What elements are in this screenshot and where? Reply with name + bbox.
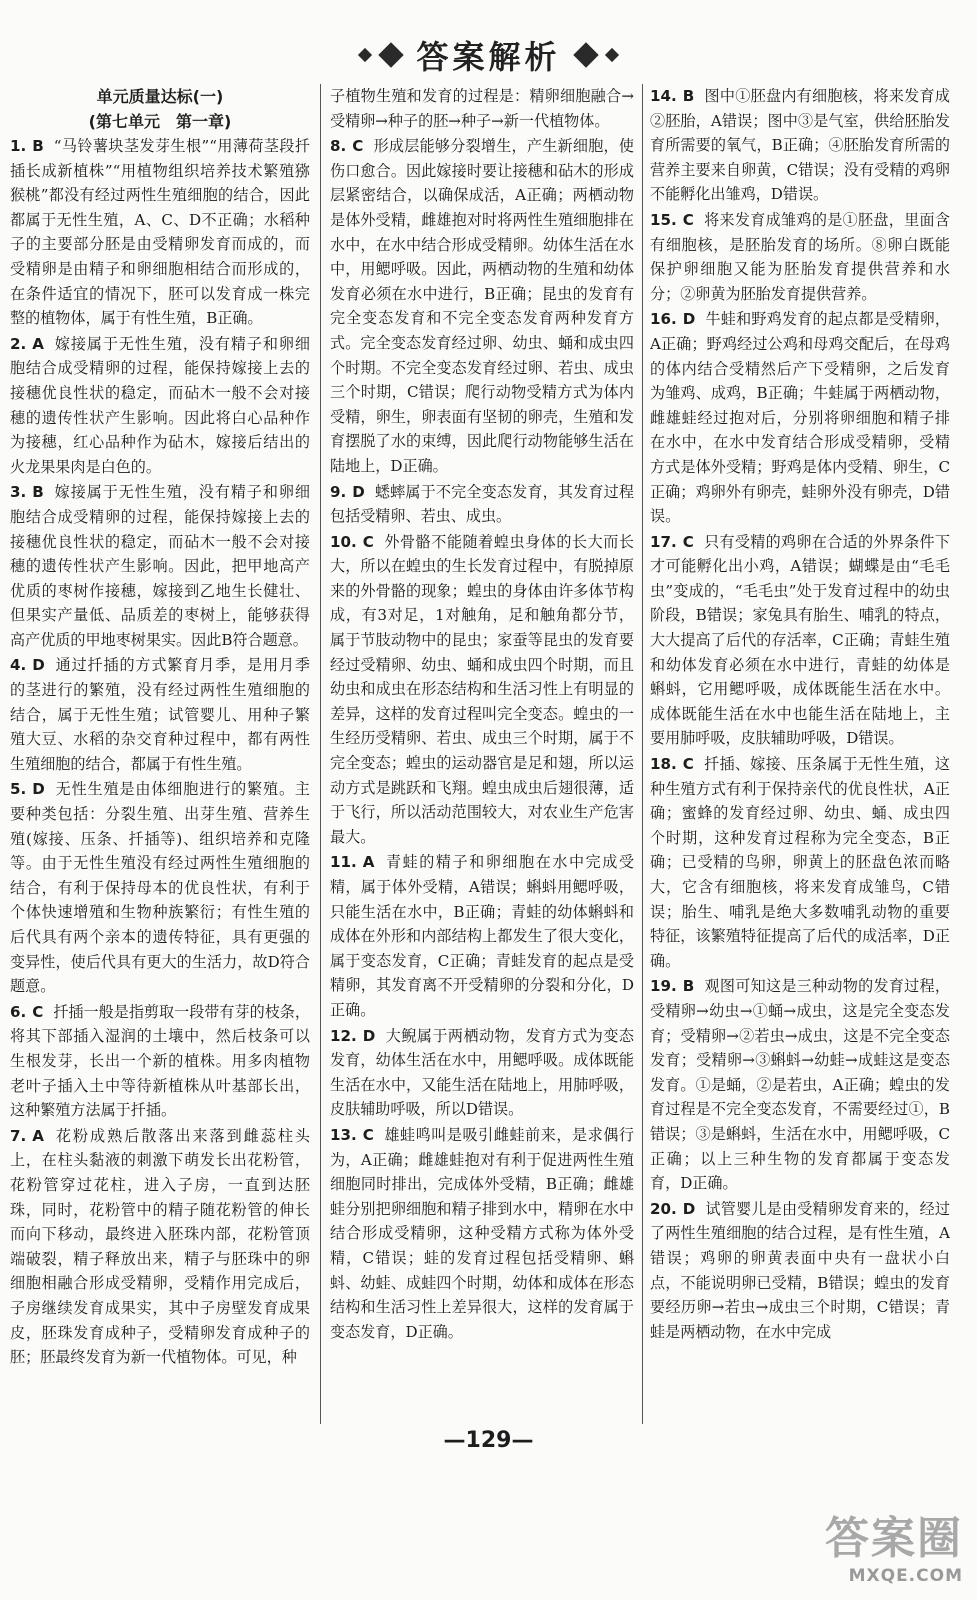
question-number: 2.: [10, 334, 27, 353]
explanation-text: 花粉成熟后散落出来落到雌蕊柱头上，在柱头黏液的刺激下萌发长出花粉管，花粉管穿过花柱，进入子房，一直到达胚珠，同时，花粉管中的精子随花粉管的伸长而向下移动，最终进入胚珠内部，花粉管顶端破裂，精子释放出来，精子与胚珠中的卵细胞相融合形成受精卵，受精作用完成后，子房继续发育成果实，其中子房壁发育成果皮，胚珠发育成种子，受精卵发育成种子的胚；胚最终发育为新一代植物体。可见，种: [10, 1126, 310, 1367]
diamond-ornament-icon: [604, 48, 618, 62]
question-number: 10.: [330, 532, 357, 551]
watermark-title: 答案圈: [825, 1513, 963, 1564]
answer-letter: C: [352, 137, 364, 156]
explanation-text: 无性生殖是由体细胞进行的繁殖。主要种类包括：分裂生殖、出芽生殖、营养生殖(嫁接、压条、扦插等)、组织培养和克隆等。由于无性生殖没有经过两性生殖细胞的结合，有利于保持母本的优良性状，有利于个体快速增殖和生物种族繁衍；有性生殖的后代具有两个亲本的遗传特征，具有更强的变异性，使后代具有更大的生活力，故D符合题意。: [10, 780, 310, 996]
answer-letter: C: [32, 1002, 44, 1021]
page-number: —129—: [443, 1428, 534, 1453]
answer-letter: C: [362, 532, 374, 551]
question-number: 1.: [10, 137, 27, 155]
answer-letter: C: [682, 755, 694, 774]
answer-letter: C: [682, 210, 694, 229]
explanation-text: 嫁接属于无性生殖，没有精子和卵细胞结合成受精卵的过程，能保持嫁接上去的接穗优良性状的稳定，而砧木一般不会对接穗的遗传性状产生影响。因此将白心品种作为接穗，红心品种作为砧木，嫁接后结出的火龙果果肉是白色的。: [10, 334, 310, 476]
explanation-text: 扦插、嫁接、压条属于无性生殖，这种生殖方式有利于保持亲代的优良性状，A正确；蜜蜂的发育经过卵、幼虫、蛹、成虫四个时期，这种发育过程称为完全变态，B正确；已受精的鸟卵，卵黄上的胚盘色浓而略大，它含有细胞核，将来发育成雏鸟，C错误；胎生、哺乳是绝大多数哺乳动物的重要特征，该繁殖特征提高了后代的成活率，D正确。: [650, 755, 950, 970]
explanation-text: 大鲵属于两栖动物，发育方式为变态发育，幼体生活在水中，用鳃呼吸。成体既能生活在水中，又能生活在陆地上，用肺呼吸，皮肤辅助呼吸，所以D错误。: [330, 1026, 634, 1119]
unit-heading: (第七单元 第一章): [88, 112, 232, 131]
question-number: 7.: [10, 1126, 27, 1145]
explanation-text: 雄蛙鸣叫是吸引雌蛙前来，是求偶行为，A正确；雌雄蛙抱对有利于促进两性生殖细胞同时排出，完成体外受精，B正确；雌雄蛙分别把卵细胞和精子排到水中，精卵在水中结合形成受精卵，这种受精方式称为体外受精，C错误；蛙的发育过程包括受精卵、蝌蚪、幼蛙、成蛙四个时期，幼体和成体在形态结构和生活习性上差异很大，这样的发育属于变态发育，D正确。: [330, 1125, 634, 1341]
answer-letter: B: [682, 87, 695, 105]
answer-letter: A: [32, 1126, 44, 1145]
answer-item: [330, 1024, 634, 1122]
answer-item: [330, 84, 634, 133]
diamond-ornament-icon: [358, 48, 372, 62]
explanation-text: 将来发育成雏鸡的是①胚盘，里面含有细胞核，是胚胎发育的场所。⑧卵白既能保护卵细胞又能为胚胎发育提供营养和水分；②卵黄为胚胎发育提供营养。: [650, 210, 950, 303]
question-number: 4.: [10, 656, 27, 675]
answer-letter: B: [32, 137, 44, 155]
answer-letter: D: [32, 656, 45, 675]
answer-item: [10, 1124, 310, 1370]
answer-item: [10, 653, 310, 776]
explanation-text: 青蛙的精子和卵细胞在水中完成受精，属于体外受精，A错误；蝌蚪用鳃呼吸，只能生活在水中，B正确；青蛙的幼体蝌蚪和成体在外形和内部结构上都发生了很大变化，属于变态发育，C正确；青蛙发育的起点是受精卵，其发育离不开受精卵的分裂和分化，D正确。: [330, 853, 634, 1019]
answer-letter: B: [32, 483, 44, 502]
question-number: 5.: [10, 780, 27, 799]
answer-letter: D: [362, 1026, 376, 1045]
answer-item: [650, 84, 950, 207]
explanation-text: 子植物生殖和发育的过程是：精卵细胞融合→受精卵→种子的胚→种子→新一代植物体。: [330, 87, 634, 130]
explanation-text: 观图可知这是三种动物的发育过程，受精卵→幼虫→①蛹→成虫，这是完全变态发育；受精卵→②若虫→成虫，这是不完全变态发育；受精卵→③蝌蚪→幼蛙→成蛙这是变态发育。①是蛹，②是若虫，A正确；蝗虫的发育过程是不完全变态发育，不需要经过①，B错误；③是蝌蚪，生活在水中，用鳃呼吸，C正确；以上三种生物的发育都属于变态发育，D正确。: [650, 977, 950, 1193]
answer-column-1: [10, 84, 310, 1424]
explanation-text: 图中①胚盘内有细胞核，将来发育成②胚胎，A错误；图中③是气室，供给胚胎发育所需要的氧气，B正确；④胚胎发育所需的营养主要来自卵黄，C错误；没有受精的鸡卵不能孵化出雏鸡，D错误。: [650, 87, 950, 204]
question-number: 17.: [650, 532, 677, 551]
watermark-logo: [825, 1502, 963, 1586]
page-header: [0, 30, 977, 80]
answer-letter: B: [682, 977, 695, 996]
explanation-text: 只有受精的鸡卵在合适的外界条件下才可能孵化出小鸡，A错误；蝴蝶是由“毛毛虫”变成的，“毛毛虫”处于发育过程中的幼虫阶段，B错误；家兔具有胎生、哺乳的特点，大大提高了后代的存活率，C正确；青蛙生殖和幼体发育必须在水中进行，青蛙的幼体是蝌蚪，它用鳃呼吸，成体既能生活在水中。成体既能生活在水中也能生活在陆地上，主要用肺呼吸，皮肤辅助呼吸，D错误。: [650, 532, 950, 748]
diamond-ornament-icon: [379, 42, 404, 67]
explanation-text: 牛蛙和野鸡发育的起点都是受精卵，A正确；野鸡经过公鸡和母鸡交配后，在母鸡的体内结合受精然后产下受精卵，之后发育为雏鸡、成鸡，B正确；牛蛙属于两栖动物，雌雄蛙经过抱对后，分别将卵细胞和精子排在水中，在水中发育结合形成受精卵，受精方式是体外受精；野鸡是体内受精、卵生，C正确；鸡卵外有卵壳，蛙卵外没有卵壳，D错误。: [650, 310, 950, 526]
explanation-text: 嫁接属于无性生殖，没有精子和卵细胞结合成受精卵的过程，能保持嫁接上去的接穗优良性状的稳定，而砧木一般不会对接穗的遗传性状产生影响。因此，把甲地高产优质的枣树作接穗，嫁接到乙地生长健壮、但果实产量低、品质差的枣树上，能够获得高产优质的甲地枣树果实。因此B符合题意。: [10, 483, 310, 649]
unit-heading: 单元质量达标(一): [96, 87, 224, 106]
question-number: 14.: [650, 87, 677, 105]
question-number: 12.: [330, 1026, 357, 1045]
diamond-ornament-icon: [573, 42, 598, 67]
answer-item: [330, 480, 634, 529]
answer-item: [650, 307, 950, 528]
question-number: 8.: [330, 137, 347, 156]
answer-item: [10, 1000, 310, 1123]
answer-item: [330, 530, 634, 850]
question-number: 11.: [330, 853, 357, 872]
answer-letter: D: [32, 780, 45, 799]
question-number: 19.: [650, 977, 677, 996]
answer-column-2: [330, 84, 634, 1424]
column-divider: [642, 84, 643, 1424]
answer-item: [650, 1197, 950, 1345]
explanation-text: 试管婴儿是由受精卵发育来的，经过了两性生殖细胞的结合过程，是有性生殖，A错误；鸡卵的卵黄表面中央有一盘状小白点，不能说明卵已受精，B错误；蝗虫的发育要经历卵→若虫→成虫三个时期，C错误；青蛙是两栖动物，在水中完成: [650, 1199, 950, 1341]
question-number: 16.: [650, 310, 677, 329]
answer-item: [330, 850, 634, 1022]
answer-item: [10, 134, 310, 331]
question-number: 18.: [650, 755, 677, 774]
answer-item: [10, 332, 310, 480]
answer-item: [650, 974, 950, 1195]
question-number: 15.: [650, 210, 677, 229]
answer-item: [650, 752, 950, 973]
answer-letter: C: [682, 532, 694, 551]
answer-item: [650, 208, 950, 306]
explanation-text: “马铃薯块茎发芽生根”“用薄荷茎段扦插长成新植株”“用植物组织培养技术繁殖猕猴桃”都没有经过两性生殖细胞的结合，因此都属于无性生殖，A、C、D不正确；水稻种子的主要部分胚是由受精卵发育而成的，而受精卵是由精子和卵细胞相结合而形成的，在条件适宜的情况下，胚可以发育成一株完整的植物体，属于有性生殖，B正确。: [10, 137, 310, 328]
answer-letter: A: [32, 334, 44, 353]
answer-letter: D: [682, 1199, 696, 1218]
column-divider: [320, 84, 321, 1424]
question-number: 3.: [10, 483, 27, 502]
answer-letter: D: [682, 310, 696, 329]
explanation-text: 形成层能够分裂增生，产生新细胞，使伤口愈合。因此嫁接时要让接穗和砧木的形成层紧密结合，以确保成活，A正确；两栖动物是体外受精，雌雄抱对时将两性生殖细胞排在水中，在水中结合形成受精卵。幼体生活在水中，用鳃呼吸。因此，两栖动物的生殖和幼体发育必须在水中进行，B正确；昆虫的发育有完全变态发育和不完全变态发育两种发育方式。完全变态发育经过卵、幼虫、蛹和成虫四个时期。不完全变态发育经过卵、若虫、成虫三个时期，C错误；爬行动物受精方式为体内受精，卵生，卵表面有坚韧的卵壳，生殖和发育摆脱了水的束缚，因此爬行动物能够生活在陆地上，D正确。: [330, 137, 634, 475]
answer-item: [10, 777, 310, 998]
question-number: 9.: [330, 482, 347, 501]
answer-item: [330, 134, 634, 478]
explanation-text: 蟋蟀属于不完全变态发育，其发育过程包括受精卵、若虫、成虫。: [330, 482, 634, 526]
question-number: 20.: [650, 1199, 677, 1218]
explanation-text: 外骨骼不能随着蝗虫身体的长大而长大，所以在蝗虫的生长发育过程中，有脱掉原来的外骨骼的现象；蝗虫的身体由许多体节构成，有3对足，1对触角，足和触角都分节，属于节肢动物中的昆虫；家蚕等昆虫的发育要经过受精卵、幼虫、蛹和成虫四个时期，而且幼虫和成虫在形态结构和生活习性上有明显的差异，这样的发育过程叫完全变态。蝗虫的一生经历受精卵、若虫、成虫三个时期，属于不完全变态；蝗虫的运动器官是足和翅，所以运动方式是跳跃和飞翔。蝗虫成虫后翅很薄，适于飞行，所以活动范围较大，对农业生产危害最大。: [330, 532, 634, 846]
answer-item: [650, 530, 950, 751]
answer-item: [10, 480, 310, 652]
explanation-text: 通过扦插的方式繁育月季，是用月季的茎进行的繁殖，没有经过两性生殖细胞的结合，属于无性生殖；试管婴儿、用种子繁殖大豆、水稻的杂交育种过程中，都有两性生殖细胞的结合，都属于有性生殖。: [10, 656, 310, 773]
page-title: 答案解析: [416, 38, 561, 76]
question-number: 6.: [10, 1002, 27, 1021]
question-number: 13.: [330, 1125, 357, 1144]
answer-column-3: [650, 84, 950, 1424]
answer-item: [330, 1123, 634, 1344]
watermark-url: MXQE.COM: [848, 1566, 963, 1586]
answer-letter: C: [362, 1125, 374, 1144]
answer-letter: D: [352, 482, 365, 501]
explanation-text: 扦插一般是指剪取一段带有芽的枝条，将其下部插入湿润的土壤中，然后枝条可以生根发芽，长出一个新的植株。用多肉植物老叶子插入土中等待新植株从叶基部长出，这种繁殖方法属于扦插。: [10, 1002, 310, 1120]
answer-letter: A: [362, 853, 375, 872]
